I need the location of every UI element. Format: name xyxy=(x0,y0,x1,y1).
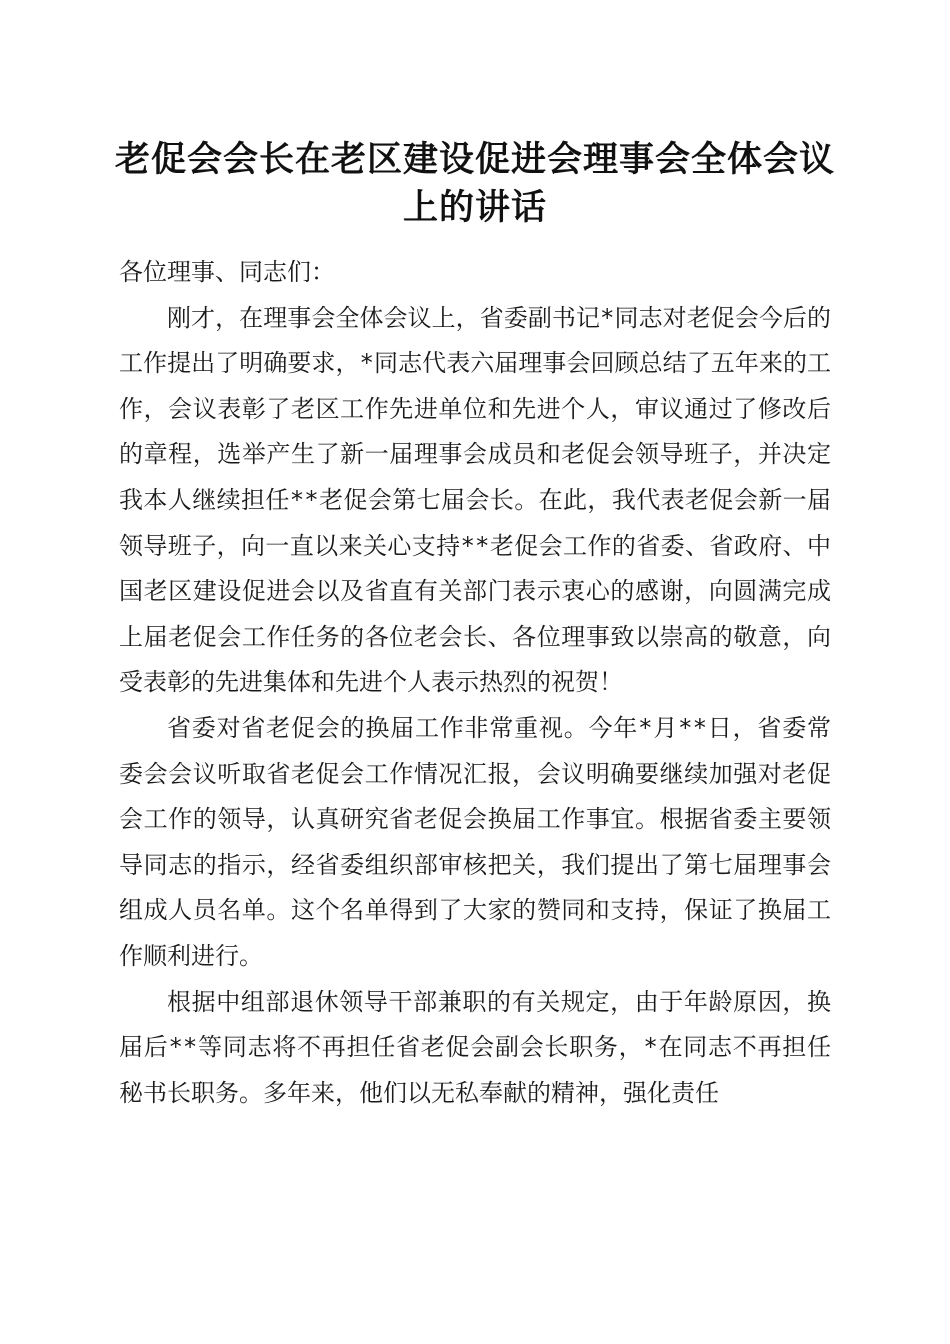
paragraph-3: 根据中组部退休领导干部兼职的有关规定，由于年龄原因，换届后**等同志将不再担任省老促会副会长职务，*在同志不再担任秘书长职务。多年来，他们以无私奉献的精神，强化责任 xyxy=(119,987,831,1107)
salutation: 各位理事、同志们： xyxy=(119,258,335,286)
document-body xyxy=(119,250,831,1116)
paragraph-1: 刚才，在理事会全体会议上，省委副书记*同志对老促会今后的工作提出了明确要求，*同志代表六届理事会回顾总结了五年来的工作，会议表彰了老区工作先进单位和先进个人，审议通过了修改后的章程，选举产生了新一届理事会成员和老促会领导班子，并决定我本人继续担任**老促会第七届会长。在此，我代表老促会新一届领导班子，向一直以来关心支持**老促会工作的省委、省政府、中国老区建设促进会以及省直有关部门表示衷心的感谢，向圆满完成上届老促会工作任务的各位老会长、各位理事致以崇高的敬意，向受表彰的先进集体和先进个人表示热烈的祝贺！ xyxy=(119,303,831,697)
document-title: 老促会会长在老区建设促进会理事会全体会议上的讲话 xyxy=(114,139,835,228)
paragraph-2: 省委对省老促会的换届工作非常重视。今年*月**日，省委常委会会议听取省老促会工作情况汇报，会议明确要继续加强对老促会工作的领导，认真研究省老促会换届工作事宜。根据省委主要领导同志的指示，经省委组织部审核把关，我们提出了第七届理事会组成人员名单。这个名单得到了大家的赞同和支持，保证了换届工作顺利进行。 xyxy=(119,713,831,970)
